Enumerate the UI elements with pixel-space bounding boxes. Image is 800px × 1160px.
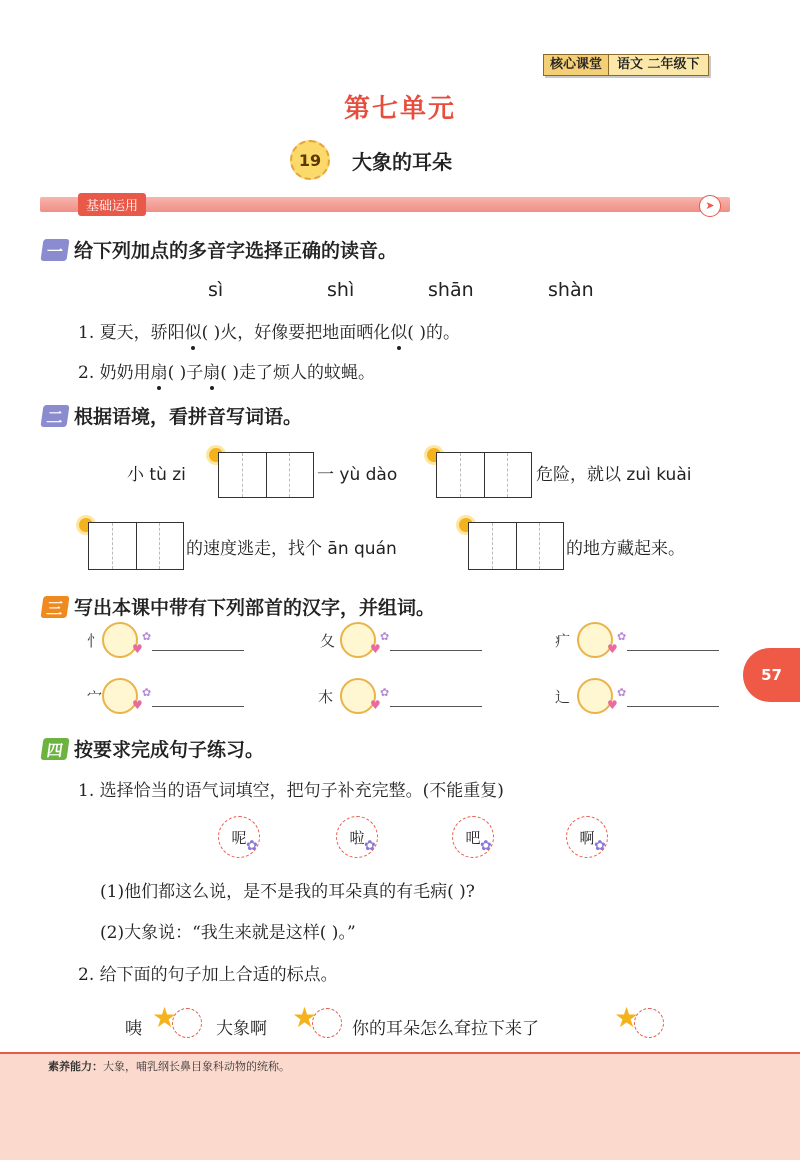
q1-sentence-2 — [78, 358, 375, 383]
q3-answer-line[interactable] — [627, 650, 719, 651]
flower-icon: ✿ — [364, 838, 376, 854]
header-badge — [543, 54, 709, 76]
q2-writing-box-3[interactable] — [88, 522, 184, 570]
flower-icon: ✿ — [246, 838, 258, 854]
q1-option: shì — [327, 279, 355, 301]
heart-icon: ♥ — [370, 642, 381, 656]
q1-number: 一 — [40, 239, 69, 261]
q3-title: 写出本课中带有下列部首的汉字，并组词。 — [74, 597, 436, 619]
q1-s2-dotted-char: 扇 — [151, 358, 168, 383]
footer-label: 素养能力： — [48, 1060, 103, 1073]
flower-icon: ✿ — [380, 630, 390, 643]
page-number: 57 — [743, 648, 800, 702]
flower-icon: ✿ — [142, 686, 152, 699]
q1-option: sì — [208, 279, 224, 301]
q4-particle: 呢 — [218, 816, 260, 858]
q1-s2-part: 2. 奶奶用 — [78, 363, 151, 383]
q2-writing-box-2[interactable] — [436, 452, 532, 498]
flower-icon: ✿ — [617, 630, 627, 643]
section-label: 基础运用 — [78, 193, 146, 216]
q1-title: 给下列加点的多音字选择正确的读音。 — [74, 240, 398, 262]
q4-punct-text: 大象啊 — [216, 1019, 267, 1039]
lesson-title: 大象的耳朵 — [352, 149, 452, 174]
footer-text: 大象，哺乳纲长鼻目象科动物的统称。 — [103, 1060, 290, 1073]
q1-sentence-1 — [78, 318, 460, 343]
footer-note — [48, 1058, 290, 1074]
q2-title: 根据语境，看拼音写词语。 — [74, 406, 303, 428]
q2-number: 二 — [40, 405, 69, 427]
q1-s1-dotted-char: 似 — [185, 318, 202, 343]
flower-icon: ✿ — [594, 838, 606, 854]
q2-writing-box-4[interactable] — [468, 522, 564, 570]
q3-radical: 夂 — [320, 632, 336, 650]
heart-icon: ♥ — [132, 698, 143, 712]
flower-icon: ✿ — [380, 686, 390, 699]
q1-heading — [42, 236, 397, 263]
q4-heading — [42, 735, 264, 762]
q3-answer-line[interactable] — [627, 706, 719, 707]
q4-punct-text: 你的耳朵怎么耷拉下来了 — [352, 1019, 539, 1039]
q4-part1-instruction: 1. 选择恰当的语气词填空，把句子补充完整。(不能重复) — [78, 781, 504, 801]
q1-s2-blank[interactable]: ( )走了烦人的蚊蝇。 — [220, 363, 375, 383]
q3-answer-line[interactable] — [390, 650, 482, 651]
q3-number: 三 — [40, 596, 69, 618]
q3-radical: 忄 — [87, 632, 103, 650]
q4-sentence-2[interactable]: (2)大象说：“我生来就是这样( )。” — [100, 923, 356, 943]
lesson-number: 19 — [290, 140, 330, 180]
flower-icon: ✿ — [480, 838, 492, 854]
q4-particle: 啦 — [336, 816, 378, 858]
q1-s1-part: 1. 夏天，骄阳 — [78, 323, 185, 343]
header-badge-subject: 语文 二年级下 — [609, 54, 709, 76]
star-icon: ★ — [292, 1001, 318, 1034]
q4-punct-text: 咦 — [125, 1019, 142, 1039]
q1-s2-dotted-char: 扇 — [203, 358, 220, 383]
q1-option: shān — [428, 279, 474, 301]
heart-icon: ♥ — [607, 698, 618, 712]
q3-radical: 木 — [318, 688, 334, 706]
q4-number: 四 — [40, 738, 69, 760]
q3-answer-line[interactable] — [390, 706, 482, 707]
q2-text: 一 yù dào — [317, 465, 398, 485]
q1-s1-blank[interactable]: ( )火，好像要把地面晒化 — [201, 323, 391, 343]
q3-answer-line[interactable] — [152, 650, 244, 651]
q2-heading — [42, 402, 302, 429]
flower-icon: ✿ — [142, 630, 152, 643]
q2-text: 危险，就以 zuì kuài — [536, 465, 692, 485]
heart-icon: ♥ — [132, 642, 143, 656]
q4-title: 按要求完成句子练习。 — [74, 739, 265, 761]
star-icon: ★ — [614, 1001, 640, 1034]
lesson-heading — [290, 140, 452, 180]
q3-radical: 辶 — [555, 688, 571, 706]
q2-writing-box-1[interactable] — [218, 452, 314, 498]
q2-text: 小 tù zi — [127, 465, 186, 485]
q1-s1-blank[interactable]: ( )的。 — [407, 323, 460, 343]
q1-s1-dotted-char: 似 — [390, 318, 407, 343]
q1-s2-blank[interactable]: ( )子 — [167, 363, 204, 383]
q3-answer-line[interactable] — [152, 706, 244, 707]
q2-text: 的地方藏起来。 — [566, 539, 685, 559]
header-badge-series: 核心课堂 — [543, 54, 609, 76]
q4-particle: 啊 — [566, 816, 608, 858]
q1-option: shàn — [548, 279, 594, 301]
heart-icon: ♥ — [607, 642, 618, 656]
q4-sentence-1[interactable]: (1)他们都这么说，是不是我的耳朵真的有毛病( )? — [100, 882, 475, 902]
q4-part2-instruction: 2. 给下面的句子加上合适的标点。 — [78, 965, 338, 985]
q3-radical: 疒 — [555, 632, 571, 650]
q3-heading — [42, 593, 435, 620]
q4-particle: 吧 — [452, 816, 494, 858]
heart-icon: ♥ — [370, 698, 381, 712]
arrow-icon: ➤ — [699, 195, 721, 217]
q2-text: 的速度逃走，找个 ān quán — [186, 539, 397, 559]
q3-radical: 宀 — [87, 688, 103, 706]
unit-title: 第七单元 — [343, 94, 456, 124]
flower-icon: ✿ — [617, 686, 627, 699]
star-icon: ★ — [152, 1001, 178, 1034]
